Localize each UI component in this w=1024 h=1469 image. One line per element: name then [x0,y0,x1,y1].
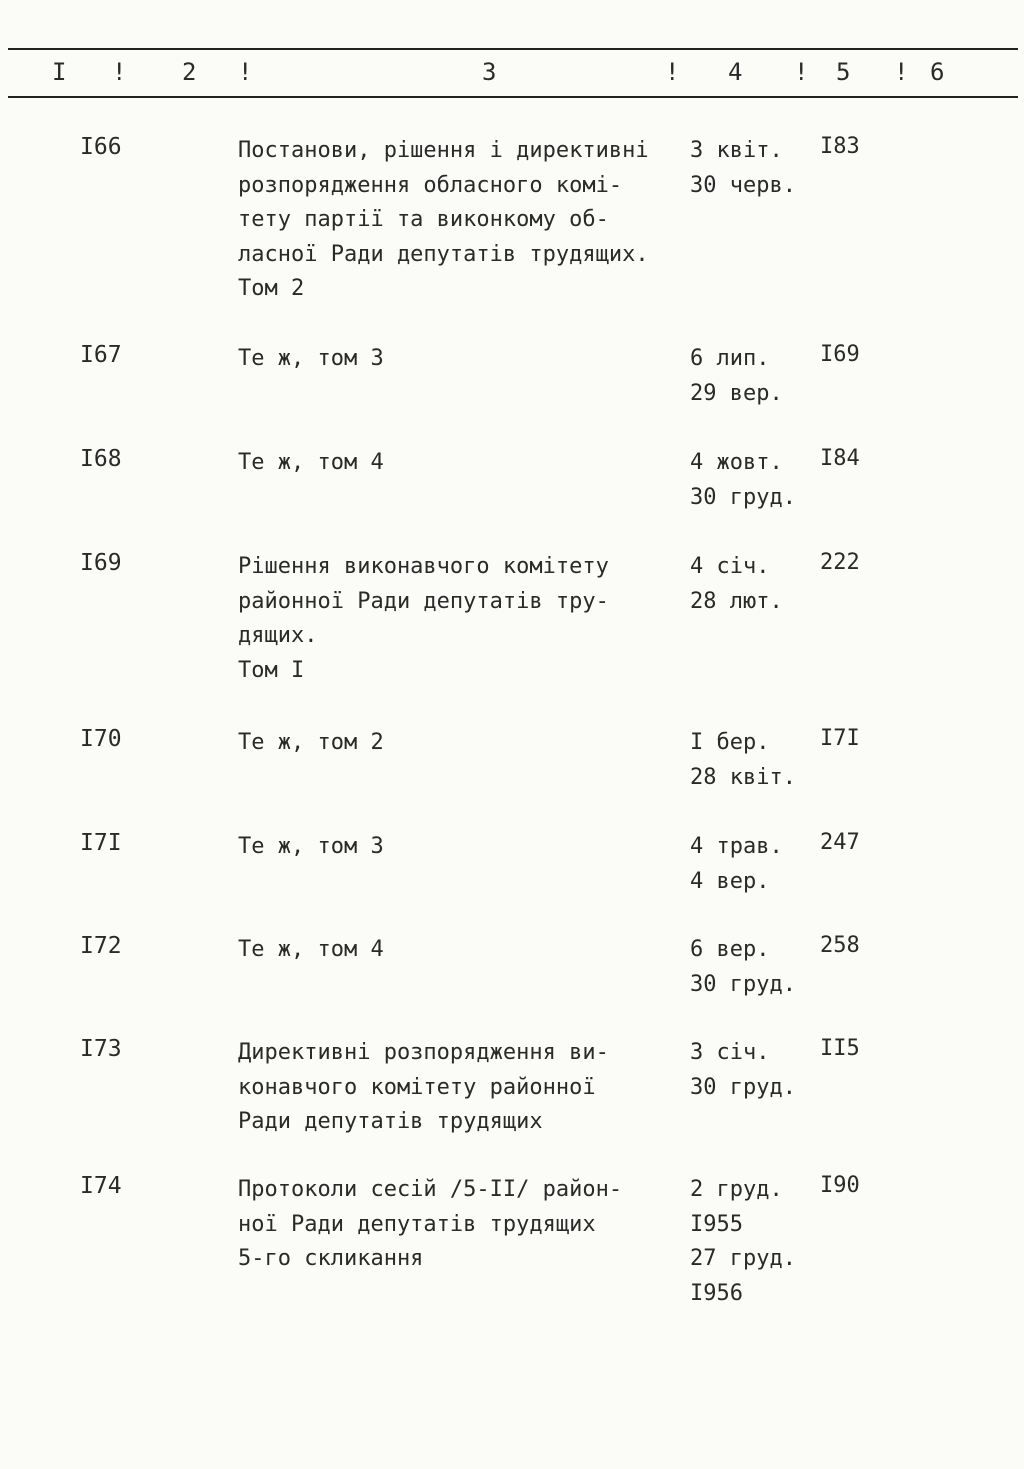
entry-dates: 4 січ. 28 лют. [690,554,783,614]
entry-sheets: I7I [820,726,860,751]
entry-sheets: II5 [820,1036,860,1061]
entry-number: I66 [80,134,122,160]
header-col-4: 4 [728,58,743,86]
entry-number: I70 [80,726,122,752]
entry-title: Те ж, том 2 [238,730,384,755]
entry-sheets: I84 [820,446,860,471]
header-separator: ! [794,58,809,86]
entry-title: Те ж, том 4 [238,450,384,475]
header-separator: ! [238,58,253,86]
entry-dates: 4 жовт. 30 груд. [690,450,796,510]
entry-number: I68 [80,446,122,472]
entry-title: Директивні розпорядження ви- конавчого комітету районної Ради депутатів трудящих [238,1040,609,1134]
entry-sheets: 247 [820,830,860,855]
entry-sheets: I69 [820,342,860,367]
entry-dates: I бер. 28 квіт. [690,730,796,790]
header-top-rule [8,48,1018,50]
header-col-2: 2 [182,58,197,86]
entry-title: Рішення виконавчого комітету районної Ради депутатів тру- дящих. Том I [238,554,609,683]
entry-dates: 3 квіт. 30 черв. [690,138,796,198]
entry-number: I72 [80,933,122,959]
header-col-5: 5 [836,58,851,86]
entry-dates: 4 трав. 4 вер. [690,834,783,894]
entry-number: I69 [80,550,122,576]
entry-sheets: 222 [820,550,860,575]
entry-sheets: I90 [820,1173,860,1198]
entry-number: I7I [80,830,122,856]
header-col-3: 3 [482,58,497,86]
entry-title: Постанови, рішення і директивні розпорядження обласного комі- тету партії та виконкому об- ласної Ради депутатів трудящих. Том 2 [238,138,649,301]
header-col-1: I [52,58,67,86]
header-separator: ! [112,58,127,86]
entry-dates: 3 січ. 30 груд. [690,1040,796,1100]
entry-number: I73 [80,1036,122,1062]
entry-number: I74 [80,1173,122,1199]
entry-dates: 6 вер. 30 груд. [690,937,796,997]
entry-title: Те ж, том 4 [238,937,384,962]
entry-number: I67 [80,342,122,368]
entry-title: Протоколи сесій /5-II/ район- ної Ради депутатів трудящих 5-го скликання [238,1177,623,1271]
entry-dates: 6 лип. 29 вер. [690,346,783,406]
header-bottom-rule [8,96,1018,98]
header-separator: ! [894,58,909,86]
entry-sheets: I83 [820,134,860,159]
header-separator: ! [665,58,680,86]
entry-dates: 2 груд. I955 27 груд. I956 [690,1177,796,1306]
entry-title: Те ж, том 3 [238,834,384,859]
entry-sheets: 258 [820,933,860,958]
entry-title: Те ж, том 3 [238,346,384,371]
header-col-6: 6 [930,58,945,86]
